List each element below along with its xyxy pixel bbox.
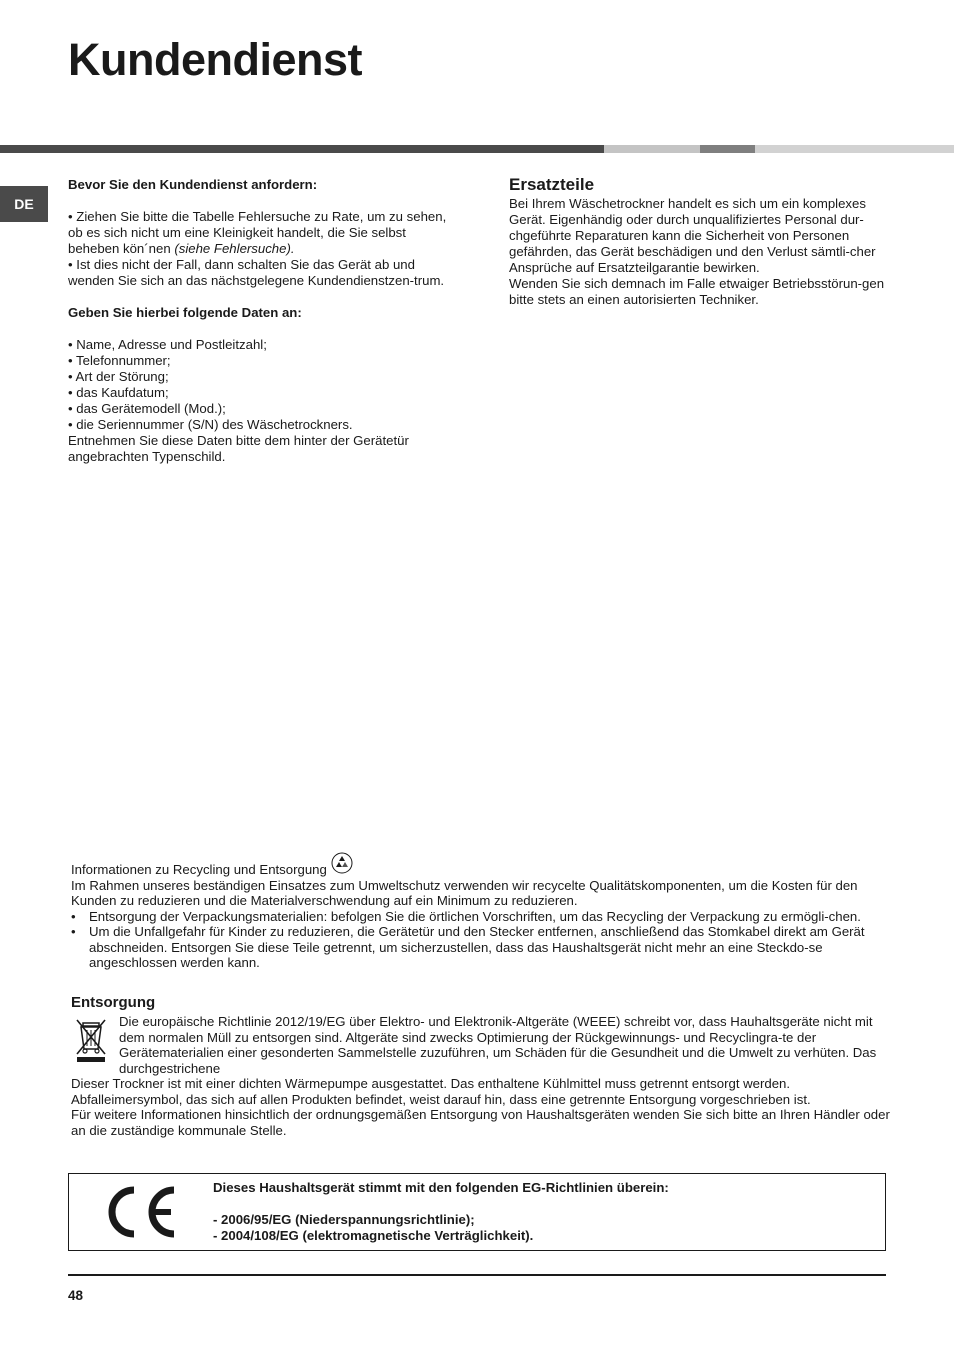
further-info-note: Für weitere Informationen hinsichtlich der ordnungsgemäßen Entsorgung von Haushaltsgeräten wenden Sie sich bitte an Ihren Händler oder an die zuständige kommunale Stelle.	[71, 1107, 890, 1138]
check-troubleshooting-bullet	[68, 209, 448, 257]
list-item: • Um die Unfallgefahr für Kinder zu reduzieren, die Gerätetür und den Stecker entfernen, anschließend das Stomkabel direkt am Gerät abschneiden. Entsorgen Sie diese Teile getrennt, um sicherzustellen, dass das Haushaltsgerät nicht mehr an eine Steckdo-se angeschlossen werden kann.	[71, 924, 891, 971]
spare-parts-heading: Ersatzteile	[509, 175, 595, 194]
list-item: • Name, Adresse und Postleitzahl;	[68, 337, 267, 352]
list-item: • Art der Störung;	[68, 369, 169, 384]
recycling-list	[71, 909, 891, 971]
list-item: • Entsorgung der Verpackungsmaterialien: befolgen Sie die örtlichen Vorschriften, um das Recycling der Verpackung zu ermögli-chen.	[71, 909, 891, 925]
ce-directive-low-voltage: - 2006/95/EG (Niederspannungsrichtlinie);	[213, 1212, 475, 1227]
provide-data-heading: Geben Sie hierbei folgende Daten an:	[68, 305, 302, 320]
heat-pump-note: Dieser Trockner ist mit einer dichten Wärmepumpe ausgestattet. Das enthaltene Kühlmittel muss getrennt entsorgt werden.	[71, 1076, 791, 1091]
weee-row	[71, 1014, 891, 1076]
crossed-bin-icon	[71, 1014, 119, 1076]
bin-symbol-note: Abfalleimersymbol, das sich auf allen Produkten befindet, weist darauf hin, dass eine getrennte Entsorgung vorgeschrieben ist.	[71, 1091, 811, 1107]
weee-text: Die europäische Richtlinie 2012/19/EG über Elektro- und Elektronik-Altgeräte (WEEE) schreibt vor, dass Hauhaltsgeräte nicht mit dem normalen Müll zu entsorgen sind. Altgeräte sind zwecks Optimierung der Rückgewinnungs- und Recyclingra-te der Gerätematerialien einer gesonderten Sammelstelle zuzuführen, um Schäden für die Gesundheit und die Umwelt zu verhüten. Das durchgestrichene	[119, 1014, 877, 1076]
ce-statement: Dieses Haushaltsgerät stimmt mit den folgenden EG-Richtlinien überein:	[213, 1180, 669, 1195]
page-title: Kundendienst	[68, 34, 362, 85]
ce-directive-emc: - 2004/108/EG (elektromagnetische Verträglichkeit).	[213, 1228, 534, 1243]
disposal-section	[71, 994, 891, 1138]
ce-mark-icon	[101, 1184, 179, 1245]
check-troubleshooting-text: • Ziehen Sie bitte die Tabelle Fehlersuche zu Rate, um zu sehen, ob es sich nicht um eine Kleinigkeit handelt, die Sie selbst beheben kön´nen	[68, 209, 447, 256]
ce-compliance-box	[68, 1173, 886, 1251]
disposal-heading: Entsorgung	[71, 994, 156, 1011]
header-rule-dark	[0, 145, 604, 153]
technician-paragraph: Wenden Sie sich demnach im Falle etwaiger Betriebsstörun-gen bitte stets an einen autorisierten Techniker.	[509, 276, 885, 307]
header-rule-mid	[700, 145, 755, 153]
list-item: • das Gerätemodell (Mod.);	[68, 401, 226, 416]
list-item: • die Seriennummer (S/N) des Wäschetrockners.	[68, 417, 353, 432]
recycling-section	[71, 852, 891, 971]
page-number: 48	[68, 1288, 84, 1303]
ce-text	[213, 1180, 669, 1244]
left-column	[68, 177, 448, 465]
right-column	[509, 174, 889, 308]
recycling-heading-row	[71, 852, 891, 878]
contact-service-bullet: • Ist dies nicht der Fall, dann schalten Sie das Gerät ab und wenden Sie sich an das nächstgelegene Kundendienstzen-trum.	[68, 257, 445, 288]
recycling-heading: Informationen zu Recycling und Entsorgung	[71, 862, 327, 877]
language-tab: DE	[0, 186, 48, 222]
footer-rule	[68, 1274, 886, 1276]
list-item: • das Kaufdatum;	[68, 385, 169, 400]
recycling-icon	[331, 852, 353, 878]
header-rule-light	[604, 145, 700, 153]
spare-parts-paragraph: Bei Ihrem Wäschetrockner handelt es sich um ein komplexes Gerät. Eigenhändig oder durch unqualifiziertes Personal dur-chgeführte Reparaturen kann die Sicherheit von Personen gefährden, das Gerät beschädigen und den Verlust sämtli-cher Ansprüche auf Ersatzteilgarantie bewirken.	[509, 196, 876, 275]
required-data-list	[68, 337, 448, 433]
troubleshooting-reference: (siehe Fehlersuche).	[174, 241, 295, 256]
list-item: • Telefonnummer;	[68, 353, 171, 368]
header-rule-light-end	[755, 145, 954, 153]
recycling-intro: Im Rahmen unseres beständigen Einsatzes zum Umweltschutz verwenden wir recycelte Qualitätskomponenten, um die Kosten für den Kunden zu reduzieren und die Materialverschwendung auf ein Minimum zu reduzieren.	[71, 877, 858, 908]
rating-plate-note: Entnehmen Sie diese Daten bitte dem hinter der Gerätetür angebrachten Typenschild.	[68, 433, 409, 464]
before-service-heading: Bevor Sie den Kundendienst anfordern:	[68, 177, 318, 192]
